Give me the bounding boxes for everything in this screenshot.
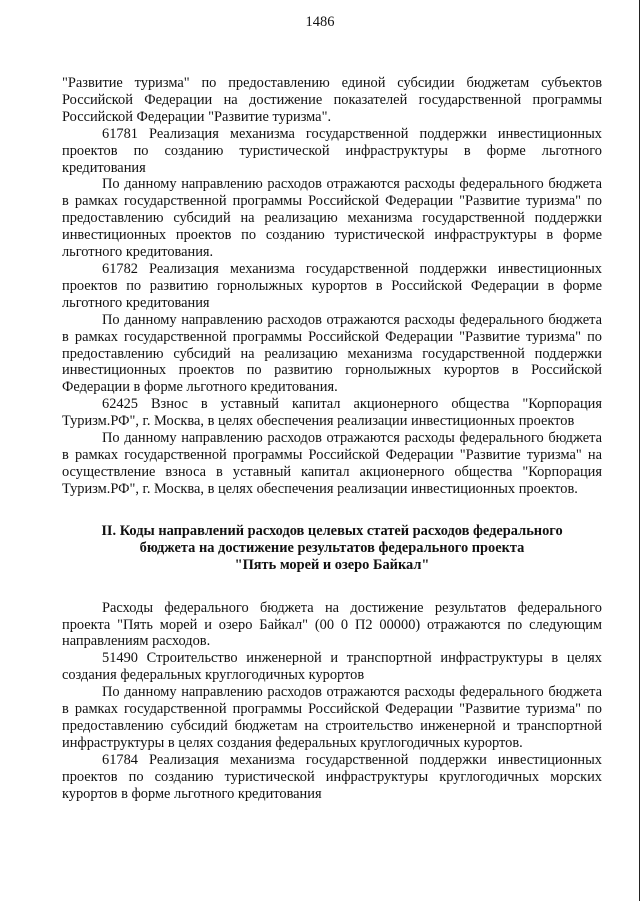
paragraph: По данному направлению расходов отражаются расходы федерального бюджета в рамках государственной программы Российской Федерации "Развитие туризма" по предоставлению субсидий бюджетам на строительство инженерной и транспортной инфраструктуры в целях создания федеральных круглогодичных курортов. [62,684,602,751]
section-heading [62,523,602,574]
paragraph: По данному направлению расходов отражаются расходы федерального бюджета в рамках государственной программы Российской Федерации "Развитие туризма" по предоставлению субсидий на реализацию механизма государственной поддержки инвестиционных проектов по созданию туристической инфраструктуры в форме льготного кредитования. [62,176,602,261]
paragraph: 61781 Реализация механизма государственной поддержки инвестиционных проектов по созданию туристической инфраструктуры в форме льготного кредитования [62,125,602,176]
paragraph: "Развитие туризма" по предоставлению единой субсидии бюджетам субъектов Российской Федерации на достижение показателей государственной программы Российской Федерации "Развитие туризма". [62,75,602,125]
section-heading-line: II. Коды направлений расходов целевых статей расходов федерального [101,522,563,539]
document-body [62,75,602,803]
paragraph: 61782 Реализация механизма государственной поддержки инвестиционных проектов по развитию горнолыжных курортов в Российской Федерации в форме льготного кредитования [62,260,602,311]
paragraph: 62425 Взнос в уставный капитал акционерного общества "Корпорация Туризм.РФ", г. Москва, в целях обеспечения реализации инвестиционных проектов [62,396,602,430]
page-number: 1486 [305,14,335,30]
paragraph: Расходы федерального бюджета на достижение результатов федерального проекта "Пять морей и озеро Байкал" (00 0 П2 00000) отражаются по следующим направлениям расходов. [62,599,602,650]
paragraph: 61784 Реализация механизма государственной поддержки инвестиционных проектов по созданию туристической инфраструктуры круглогодичных морских курортов в форме льготного кредитования [62,751,602,802]
section-heading-line: бюджета на достижение результатов федерального проекта [139,539,525,556]
paragraph: 51490 Строительство инженерной и транспортной инфраструктуры в целях создания федеральных круглогодичных курортов [62,650,602,684]
paragraph: По данному направлению расходов отражаются расходы федерального бюджета в рамках государственной программы Российской Федерации "Развитие туризма" на осуществление взноса в уставный капитал акционерного общества "Корпорация Туризм.РФ", г. Москва, в целях обеспечения реализации инвестиционных проектов. [62,430,602,497]
paragraph: По данному направлению расходов отражаются расходы федерального бюджета в рамках государственной программы Российской Федерации "Развитие туризма" по предоставлению субсидий на реализацию механизма государственной поддержки инвестиционных проектов по развитию горнолыжных курортов в Российской Федерации в форме льготного кредитования. [62,311,602,396]
section-heading-line: "Пять морей и озеро Байкал" [234,556,430,573]
